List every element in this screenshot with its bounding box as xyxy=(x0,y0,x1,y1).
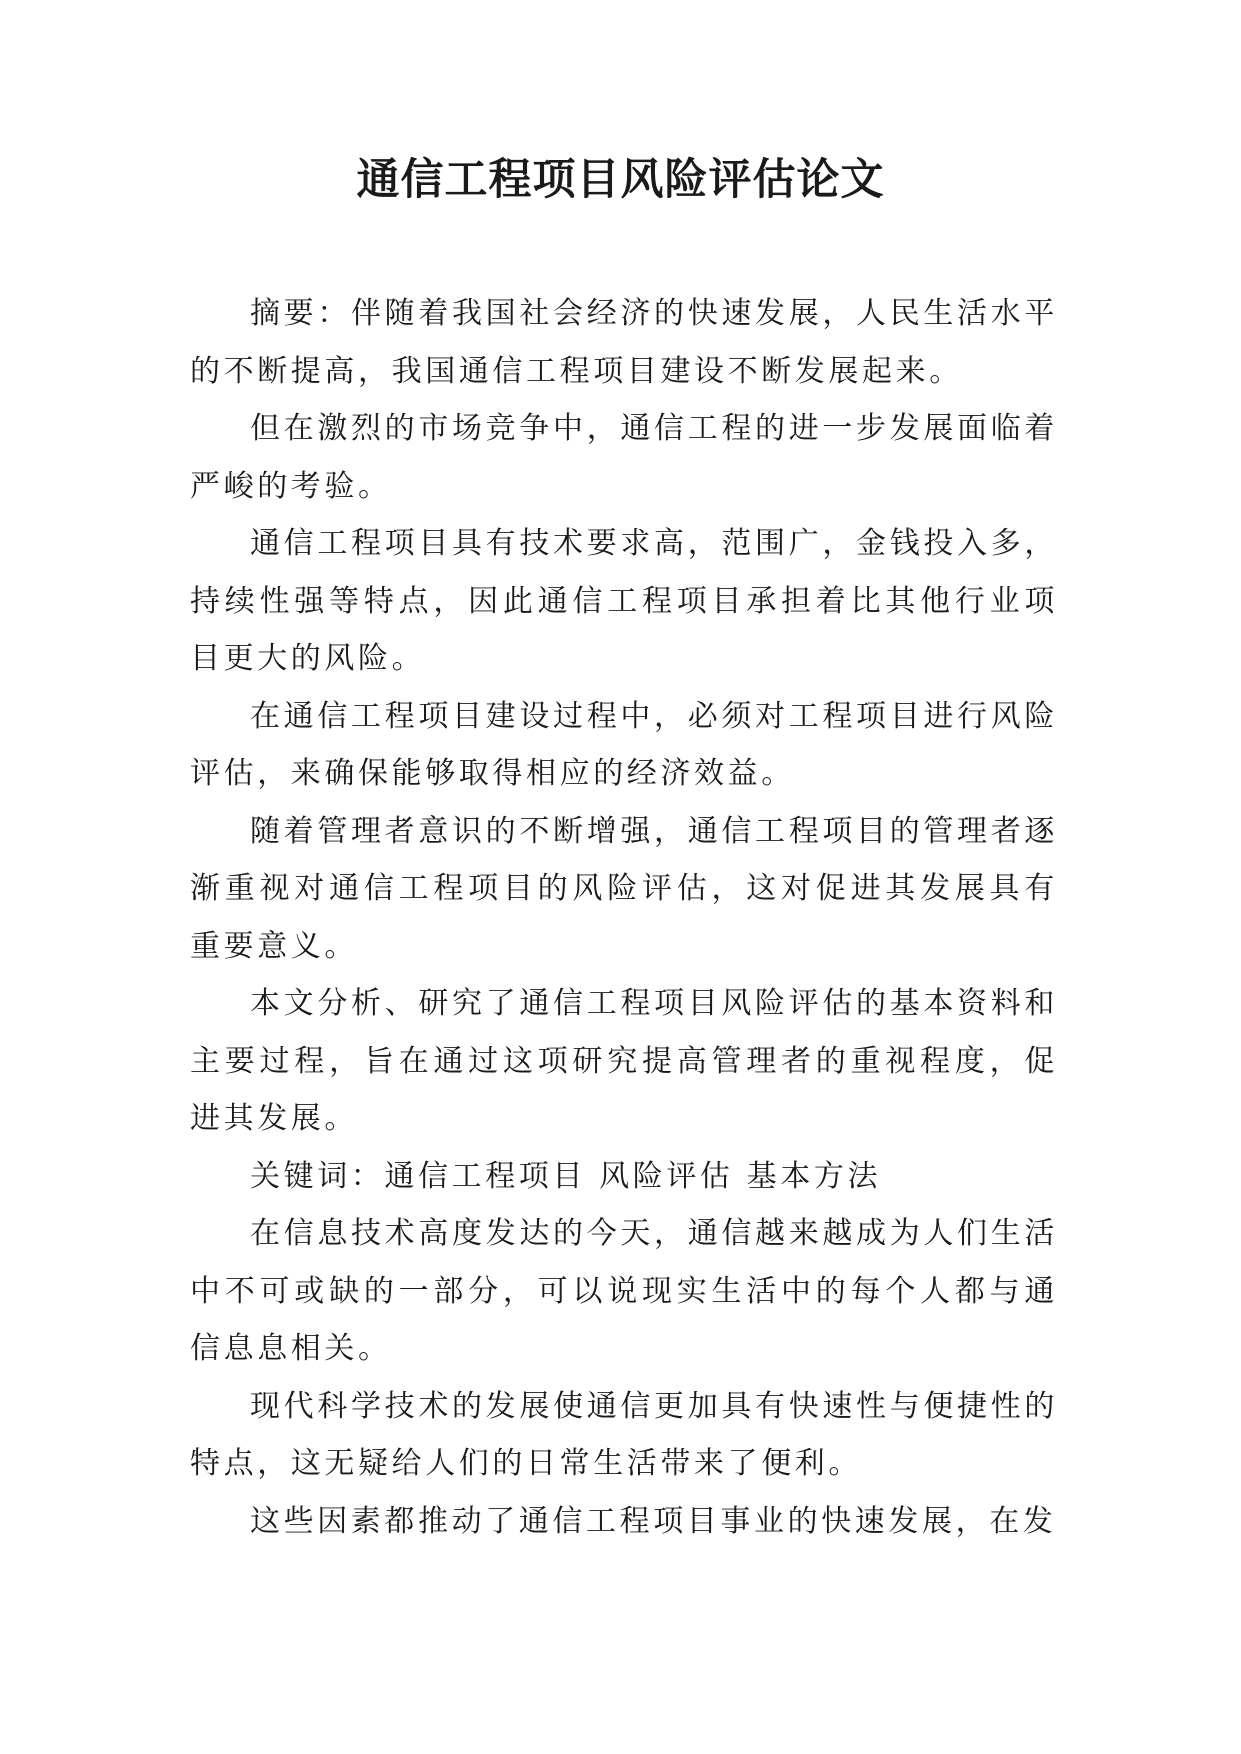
document-title: 通信工程项目风险评估论文 xyxy=(356,155,885,205)
paragraph: 本文分析、研究了通信工程项目风险评估的基本资料和主要过程，旨在通过这项研究提高管理者的重视程度，促进其发展。 xyxy=(190,986,1058,1136)
paragraph: 在信息技术高度发达的今天，通信越来越成为人们生活中不可或缺的一部分，可以说现实生活中的每个人都与通信息息相关。 xyxy=(190,1216,1058,1366)
paragraph: 随着管理者意识的不断增强，通信工程项目的管理者逐渐重视对通信工程项目的风险评估，这对促进其发展具有重要意义。 xyxy=(190,813,1058,964)
paragraph-abstract: 摘要：伴随着我国社会经济的快速发展，人民生活水平的不断提高，我国通信工程项目建设不断发展起来。 xyxy=(190,296,1058,389)
paragraph: 但在激烈的市场竞争中，通信工程的进一步发展面临着严峻的考验。 xyxy=(190,411,1058,504)
paragraph: 现代科学技术的发展使通信更加具有快速性与便捷性的特点，这无疑给人们的日常生活带来了便利。 xyxy=(190,1388,1058,1481)
document-body xyxy=(190,285,1058,1550)
paragraph: 在通信工程项目建设过程中，必须对工程项目进行风险评估，来确保能够取得相应的经济效益。 xyxy=(190,698,1058,791)
paragraph-keywords: 关键词：通信工程项目 风险评估 基本方法 xyxy=(250,1158,882,1194)
paragraph: 通信工程项目具有技术要求高，范围广，金钱投入多，持续性强等特点，因此通信工程项目承担着比其他行业项目更大的风险。 xyxy=(190,526,1058,676)
paragraph: 这些因素都推动了通信工程项目事业的快速发展，在发 xyxy=(250,1503,1057,1539)
